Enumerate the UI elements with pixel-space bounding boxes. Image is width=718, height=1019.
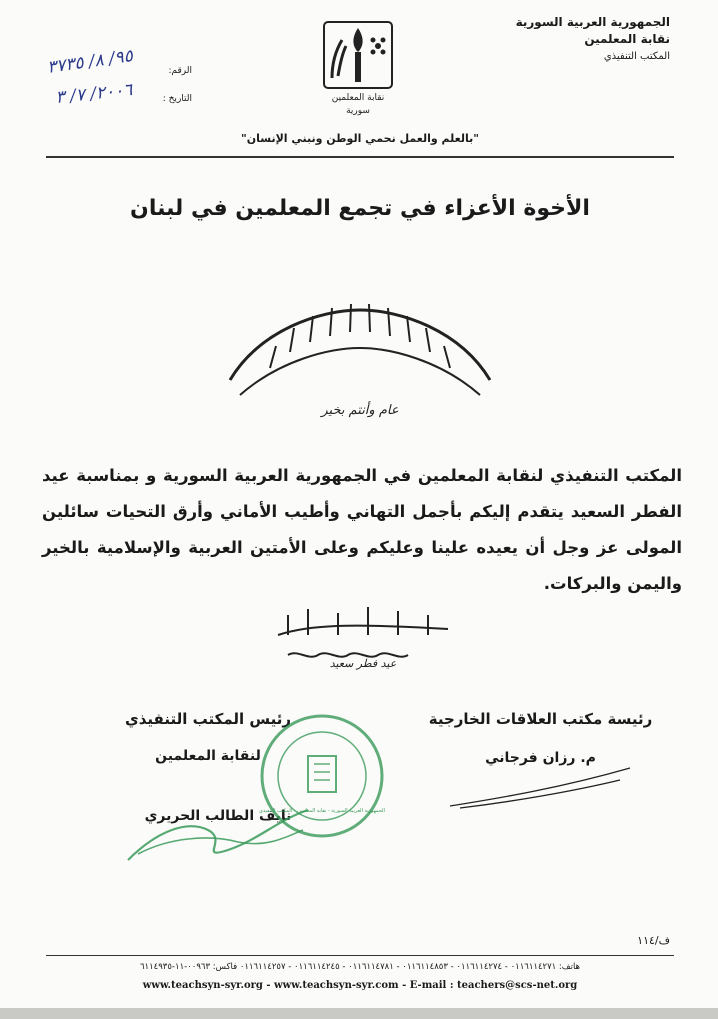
date-value: ٢٠٠٦/ ٧/ ٣ bbox=[54, 80, 134, 108]
reference-number-label: الرقم: bbox=[168, 66, 192, 76]
footer-phones: هاتف: ٠١١٦١١٤٢٧١ - ٠١١٦١١٤٢٧٤ - ٠١١٦١١٤٨٥٣ - ٠١١٦١١٤٧٨١ - ٠١١٦١١٤٢٤٥ - ٠١١٦١١٤٢٥٧ فاكس: ٠٠٩٦٣-١١-٦١١٤٩٣٥ bbox=[139, 962, 581, 972]
signatory-left-name: نايف الطالب الحريري bbox=[144, 808, 292, 824]
stamp-text: الجمهورية العربية السورية - نقابة المعلمين - المكتب التنفيذي bbox=[259, 808, 385, 814]
letter-body: المكتب التنفيذي لنقابة المعلمين في الجمهورية العربية السورية و بمناسبة عيد الفطر السعيد يتقدم إليكم بأجمل التهاني وأطيب الأماني وأرق التحيات سائلين المولى عز وجل أن يعيده علينا وعليكم وعلى الأمتين العربية والإسلامية بالخير واليمن والبركات. bbox=[42, 466, 682, 593]
signature-left-icon bbox=[118, 790, 318, 870]
reference-number-value: ٩٥/ ٨/ ٣٧٣٥ bbox=[45, 46, 135, 78]
calligraphy-top-text: عام وأنتم بخير bbox=[321, 403, 399, 418]
signatory-right-title: رئيسة مكتب العلاقات الخارجية bbox=[428, 710, 653, 728]
union-logo-icon bbox=[318, 18, 398, 118]
country-name: الجمهورية العربية السورية bbox=[515, 15, 670, 29]
document-code: ف/١١٤ bbox=[637, 934, 670, 947]
calligraphy-greeting-top bbox=[200, 290, 520, 420]
signatory-left-subtitle: لنقابة المعلمين bbox=[155, 748, 261, 764]
calligraphy-bottom-text: عيد فطر سعيد bbox=[329, 657, 397, 670]
signatory-left-title: رئيس المكتب التنفيذي bbox=[125, 710, 291, 728]
calligraphy-greeting-bottom bbox=[268, 595, 458, 670]
signature-right-icon bbox=[440, 758, 640, 818]
union-name: نقابة المعلمين bbox=[584, 32, 670, 46]
date-label: التاريخ : bbox=[162, 94, 192, 104]
motto: "بالعلم والعمل نحمي الوطن ونبني الإنسان" bbox=[241, 132, 479, 145]
signatory-right-name: م. رزان فرجاني bbox=[485, 750, 596, 766]
letterhead bbox=[470, 14, 670, 65]
footer-divider bbox=[46, 955, 674, 956]
logo-text-1: نقابة المعلمين bbox=[331, 93, 385, 103]
logo-text-2: سورية bbox=[346, 106, 370, 116]
office-name: المكتب التنفيذي bbox=[603, 51, 670, 62]
letter-title: الأخوة الأعزاء في تجمع المعلمين في لبنان bbox=[130, 196, 590, 221]
header-divider bbox=[46, 156, 674, 158]
scan-edge bbox=[0, 1008, 718, 1019]
footer-web: www.teachsyn-syr.org - www.teachsyn-syr.com - E-mail : teachers@scs-net.org bbox=[142, 980, 578, 991]
